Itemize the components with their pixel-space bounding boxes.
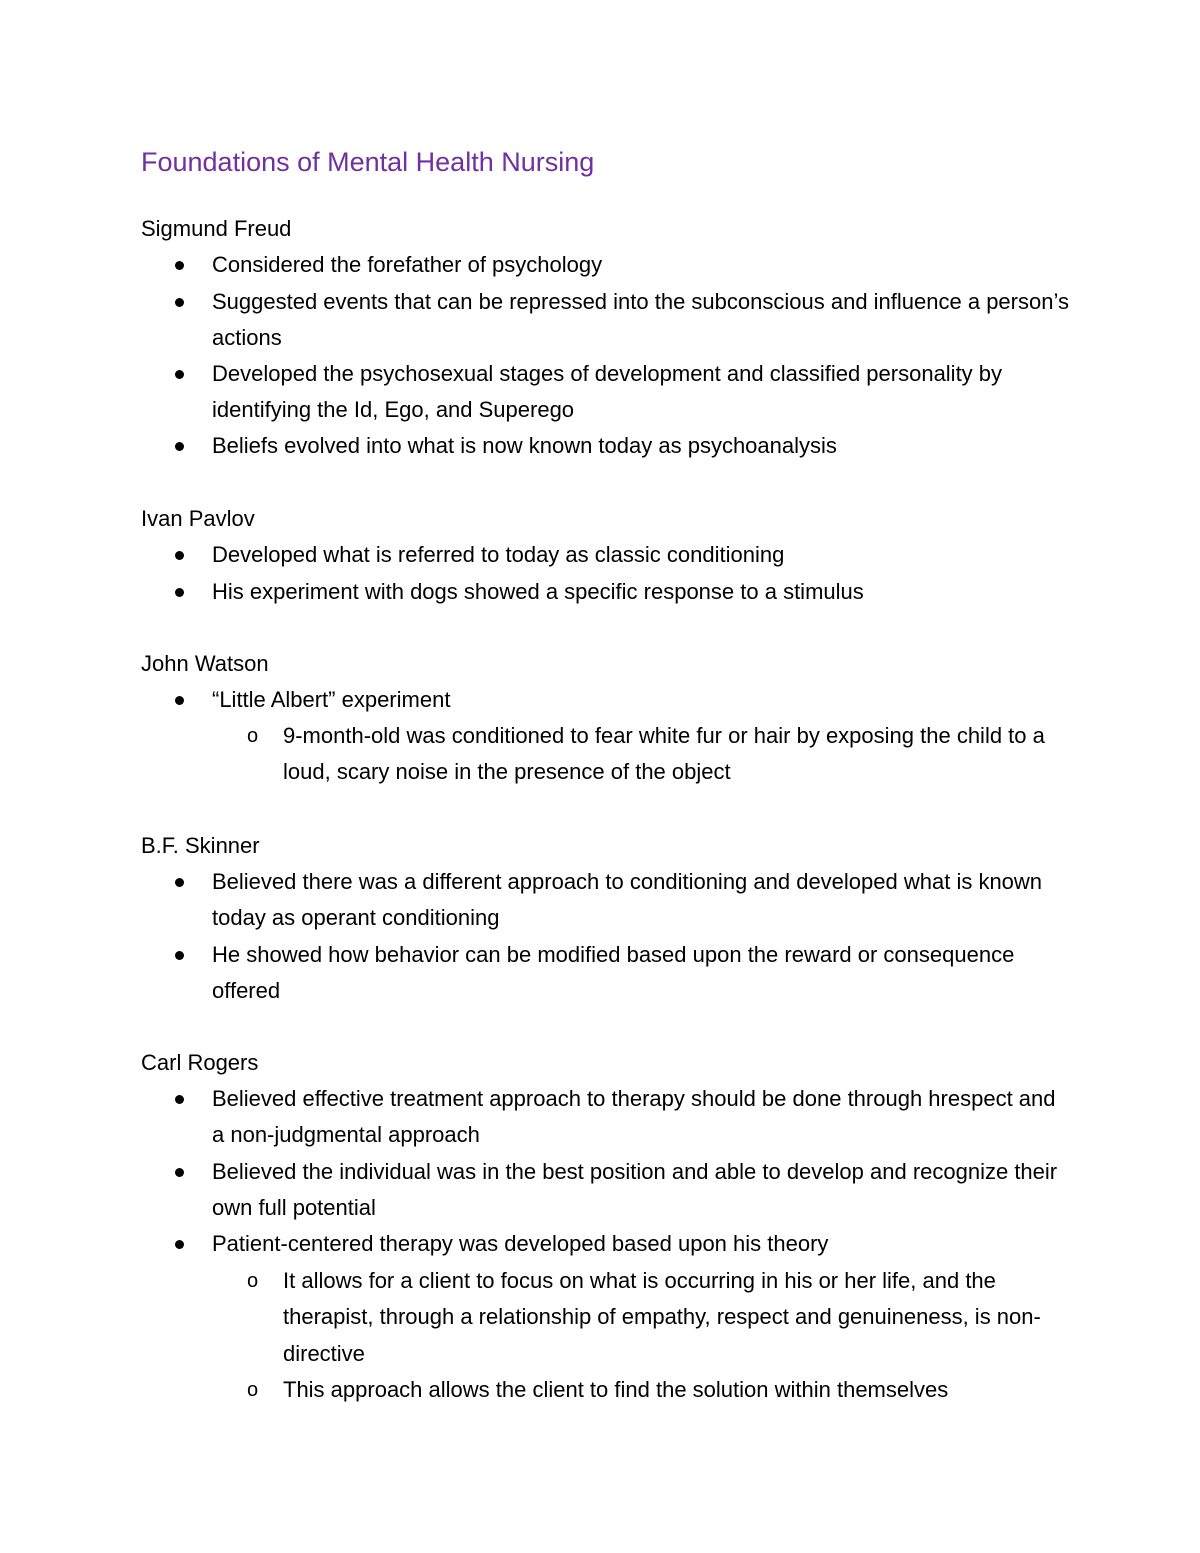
- list-item-text: Patient-centered therapy was developed based upon his theory: [212, 1231, 829, 1256]
- list-item-text: Suggested events that can be repressed into the subconscious and influence a person’s actions: [212, 289, 1069, 351]
- hollow-bullet-icon: o: [247, 1379, 259, 1401]
- section-heading-freud: Sigmund Freud: [141, 216, 292, 241]
- bullet-icon: [175, 261, 184, 270]
- bullet-icon: [175, 1095, 184, 1104]
- list-item-text: Developed the psychosexual stages of development and classified personality by identifying the Id, Ego, and Superego: [212, 361, 1003, 423]
- sub-list-item-text: This approach allows the client to find the solution within themselves: [283, 1377, 949, 1402]
- section-heading-rogers: Carl Rogers: [141, 1050, 259, 1075]
- hollow-bullet-icon: o: [247, 1270, 259, 1292]
- sub-list-item-text: It allows for a client to focus on what is occurring in his or her life, and the therapist, through a relationship of empathy, respect and genuineness, is non-directive: [283, 1268, 1041, 1366]
- list-item-text: “Little Albert” experiment: [212, 687, 451, 712]
- bullet-icon: [175, 1168, 184, 1177]
- list-item-text: Developed what is referred to today as classic conditioning: [212, 542, 785, 567]
- list-item-text: He showed how behavior can be modified based upon the reward or consequence offered: [212, 942, 1015, 1004]
- bullet-icon: [175, 878, 184, 887]
- bullet-icon: [175, 951, 184, 960]
- bullet-icon: [175, 588, 184, 597]
- list-item-text: His experiment with dogs showed a specific response to a stimulus: [212, 579, 864, 604]
- section-heading-watson: John Watson: [141, 651, 269, 676]
- section-heading-skinner: B.F. Skinner: [141, 833, 260, 858]
- bullet-icon: [175, 370, 184, 379]
- list-item-text: Beliefs evolved into what is now known today as psychoanalysis: [212, 433, 837, 458]
- section-heading-pavlov: Ivan Pavlov: [141, 506, 255, 531]
- hollow-bullet-icon: o: [247, 725, 259, 747]
- bullet-icon: [175, 442, 184, 451]
- list-item-text: Believed effective treatment approach to therapy should be done through hrespect and a non-judgmental approach: [212, 1086, 1056, 1148]
- list-item-text: Considered the forefather of psychology: [212, 252, 603, 277]
- bullet-icon: [175, 1240, 184, 1249]
- bullet-icon: [175, 551, 184, 560]
- sub-list-item-text: 9-month-old was conditioned to fear white fur or hair by exposing the child to a loud, scary noise in the presence of the object: [283, 723, 1045, 785]
- list-item-text: Believed there was a different approach to conditioning and developed what is known today as operant conditioning: [212, 869, 1043, 931]
- list-item-text: Believed the individual was in the best position and able to develop and recognize their own full potential: [212, 1159, 1058, 1221]
- bullet-icon: [175, 298, 184, 307]
- bullet-icon: [175, 696, 184, 705]
- document-title: Foundations of Mental Health Nursing: [141, 147, 595, 177]
